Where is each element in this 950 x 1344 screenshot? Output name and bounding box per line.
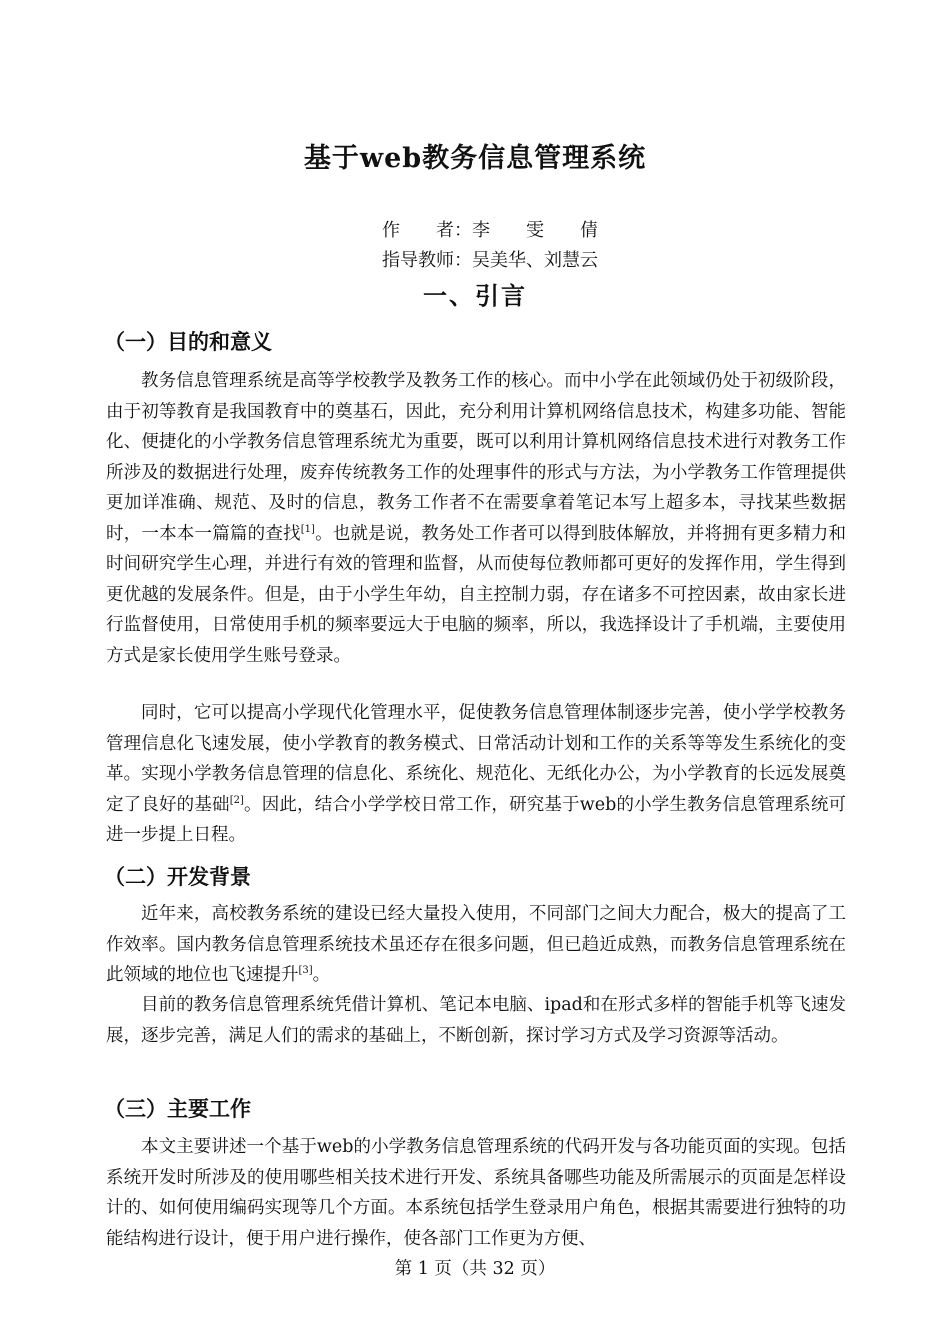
paragraph-text: 。也就是说，教务处工作者可以得到肢体解放，并将拥有更多精力和时间研究学生心理，并进行有效的管理和监督，从而使每位教师都可更好的发挥作用，学生得到更优越的发展条件。但是，由于小学生年幼，自主控制力弱，存在诸多不可控因素，故由家长进行监督使用，日常使用手机的频率要远大于电脑的频率，所以，我选择设计了手机端，主要使用方式是家长使用学生账号登录。 [106, 523, 846, 666]
paragraph-text: 教务信息管理系统是高等学校教学及教务工作的核心。而中小学在此领域仍处于初级阶段，由于初等教育是我国教育中的奠基石，因此，充分利用计算机网络信息技术，构建多功能、智能化、便捷化的小学教务信息管理系统尤为重要，既可以利用计算机网络信息技术进行对教务工作所涉及的数据进行处理，废弃传统教务工作的处理事件的形式与方法，为小学教务工作管理提供更加详准确、规范、及时的信息，教务工作者不在需要拿着笔记本写上超多本，寻找某些数据时，一本本一篇篇的查找 [106, 371, 846, 544]
citation: [3] [298, 965, 313, 977]
author-line [382, 216, 598, 246]
paragraph [106, 366, 846, 671]
paragraph [106, 1132, 846, 1254]
advisor-line [382, 246, 598, 276]
section-heading: （二）开发背景 [104, 865, 251, 889]
paragraph [106, 990, 846, 1051]
author-block [382, 216, 598, 276]
paragraph [106, 899, 846, 991]
advisor-name: 吴美华、刘慧云 [472, 250, 598, 271]
paragraph-text: 。 [312, 965, 331, 985]
section-heading: （三）主要工作 [104, 1097, 251, 1121]
paragraph-text: 目前的教务信息管理系统凭借计算机、笔记本电脑、ipad和在形式多样的智能手机等飞速发展，逐步完善，满足人们的需求的基础上，不断创新，探讨学习方式及学习资源等活动。 [106, 995, 846, 1046]
paragraph [106, 698, 846, 851]
paragraph-text: 。因此，结合小学学校日常工作，研究基于web的小学生教务信息管理系统可进一步提上日程。 [106, 794, 846, 845]
author-label: 作 者： [382, 220, 472, 241]
page-footer: 第 1 页（共 32 页） [394, 1259, 556, 1279]
citation: [2] [229, 794, 244, 806]
paragraph-text: 同时，它可以提高小学现代化管理水平，促使教务信息管理体制逐步完善，使小学学校教务管理信息化飞速发展，使小学教育的教务模式、日常活动计划和工作的关系等等发生系统化的变革。实现小学教务信息管理的信息化、系统化、规范化、无纸化办公，为小学教育的长远发展奠定了良好的基础 [106, 703, 846, 815]
chapter-heading: 一、引言 [423, 282, 527, 310]
citation: [1] [300, 523, 315, 535]
author-name: 李 雯 倩 [472, 220, 598, 241]
paper-title: 基于web教务信息管理系统 [303, 143, 647, 174]
section-heading: （一）目的和意义 [104, 330, 272, 354]
advisor-label: 指导教师： [382, 250, 472, 271]
paragraph-text: 近年来，高校教务系统的建设已经大量投入使用，不同部门之间大力配合，极大的提高了工作效率。国内教务信息管理系统技术虽还存在很多问题，但已趋近成熟，而教务信息管理系统在此领域的地位也飞速提升 [106, 904, 846, 985]
paragraph-text: 本文主要讲述一个基于web的小学教务信息管理系统的代码开发与各功能页面的实现。包括系统开发时所涉及的使用哪些相关技术进行开发、系统具备哪些功能及所需展示的页面是怎样设计的、如何使用编码实现等几个方面。本系统包括学生登录用户角色，根据其需要进行独特的功能结构进行设计，便于用户进行操作，使各部门工作更为方便、 [106, 1137, 846, 1249]
